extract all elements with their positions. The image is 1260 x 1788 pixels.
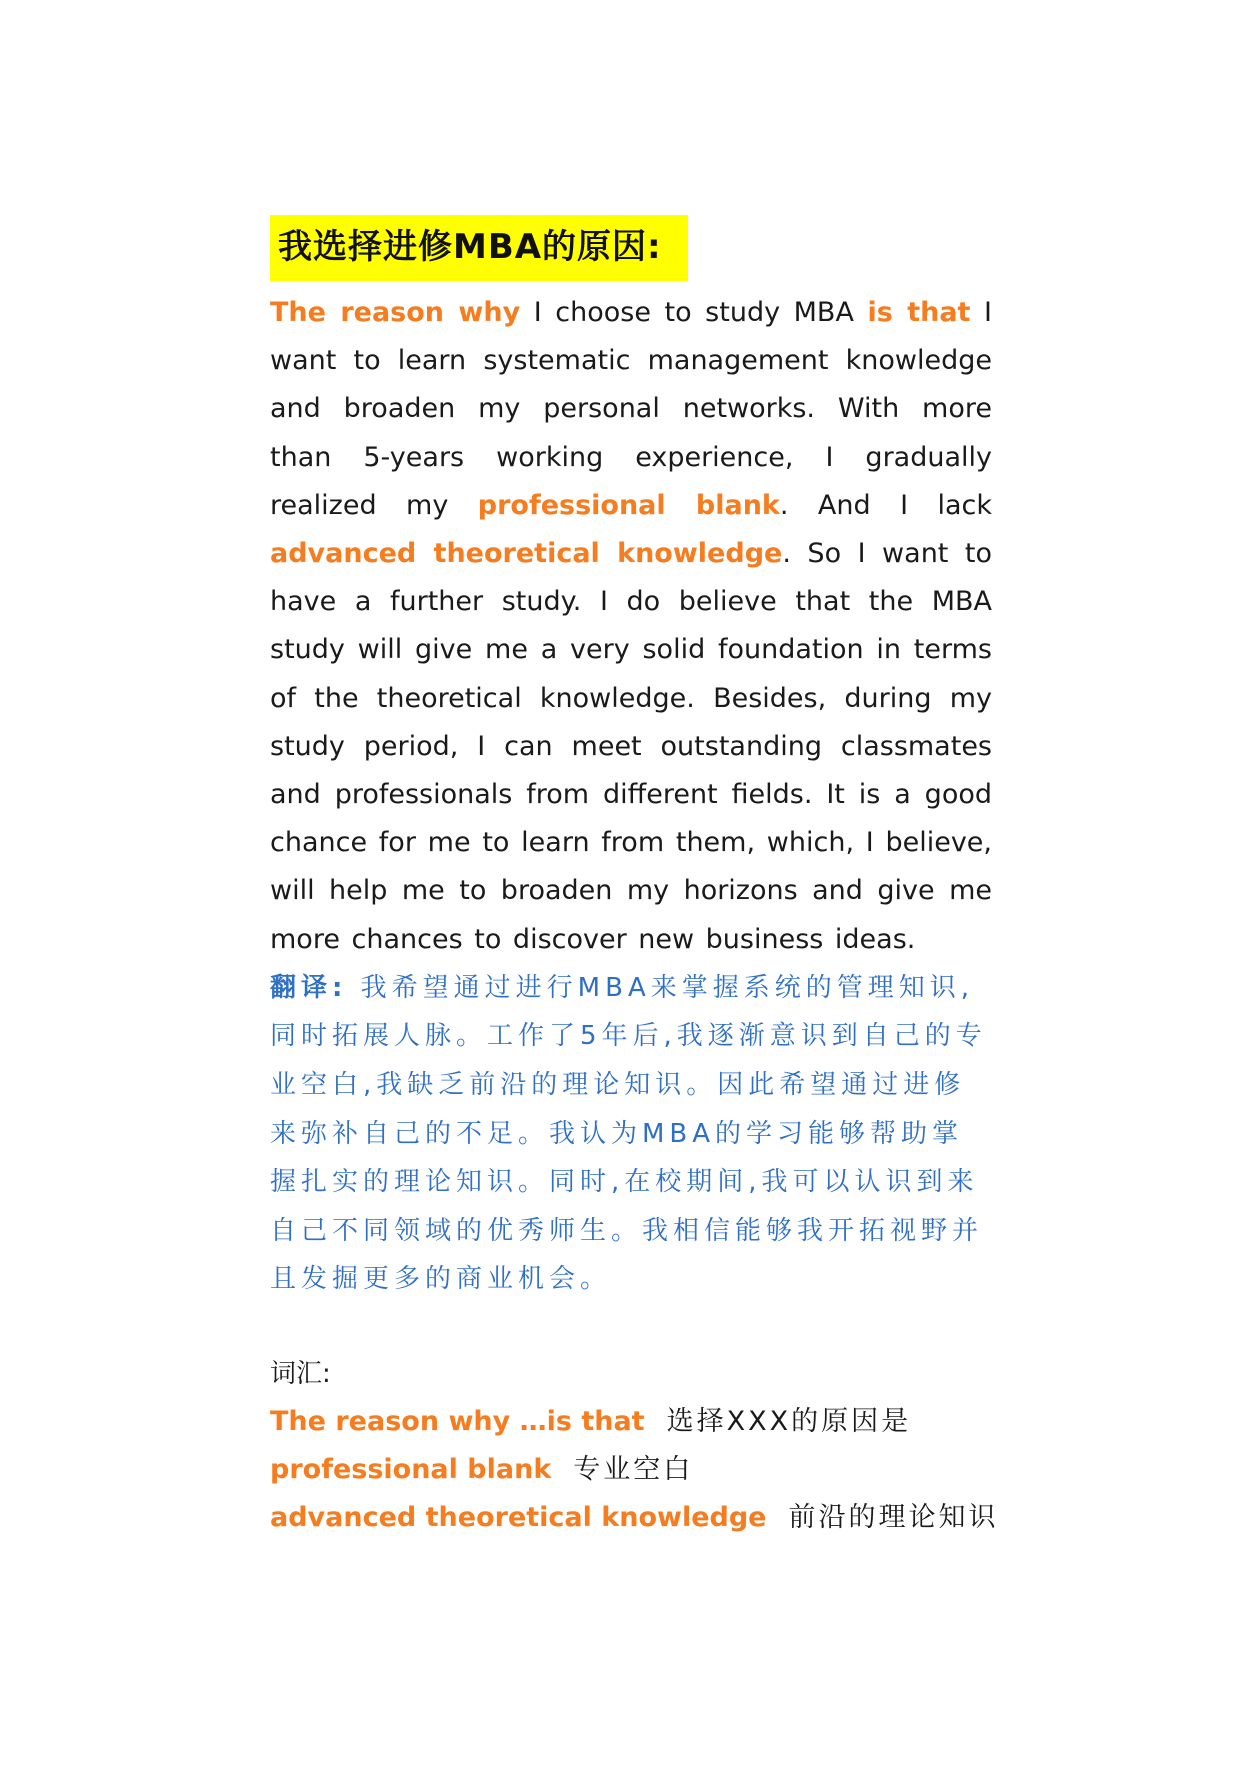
keyword-advanced-theoretical-knowledge: advanced theoretical knowledge: [270, 538, 783, 570]
translation-text: 我希望通过进行MBA来掌握系统的管理知识,同时拓展人脉。工作了5年后,我逐渐意识到自己的专业空白,我缺乏前沿的理论知识。因此希望通过进修来弥补自己的不足。我认为MBA的学习能够帮助掌握扎实的理论知识。同时,在校期间,我可以认识到来自己不同领域的优秀师生。我相信能够我开拓视野并且发掘更多的商业机会。: [270, 972, 987, 1295]
essay-text: I want to learn systematic management knowledge and broaden my personal networks. With more than 5-years working experience, I gradually realized my: [270, 297, 992, 521]
document-page: [270, 215, 999, 1542]
vocab-term: advanced theoretical knowledge: [270, 1502, 767, 1533]
vocab-meaning: 专业空白: [573, 1454, 694, 1485]
keyword-professional-blank: professional blank: [477, 489, 780, 521]
essay-text: . So I want to have a further study. I do believe that the MBA study will give me a very solid foundation in terms of the theoretical knowledge. Besides, during my study period, I can meet outstanding classmates and professionals from different fields. It is a good chance for me to learn from them, which, I believe, will help me to broaden my horizons and give me more chances to discover new business ideas.: [270, 538, 992, 955]
vocab-item: [270, 1398, 992, 1446]
vocab-meaning: 前沿的理论知识: [788, 1502, 999, 1533]
keyword-is-that: is that: [867, 297, 971, 328]
vocab-heading: 词汇:: [270, 1359, 331, 1389]
essay-text: . And I lack: [779, 489, 992, 521]
vocab-item: [270, 1446, 992, 1494]
translation-paragraph: [270, 964, 992, 1304]
keyword-the-reason-why: The reason why: [270, 297, 521, 328]
translation-label: 翻译:: [270, 972, 348, 1003]
essay-text: I choose to study MBA: [520, 297, 868, 328]
vocab-meaning: 选择XXX的原因是: [666, 1406, 912, 1437]
vocab-term: professional blank: [270, 1454, 552, 1485]
vocab-term: The reason why …is that: [270, 1406, 645, 1437]
essay-paragraph: [270, 289, 992, 964]
vocab-item: [270, 1494, 999, 1542]
page-title: 我选择进修MBA的原因:: [270, 215, 688, 281]
